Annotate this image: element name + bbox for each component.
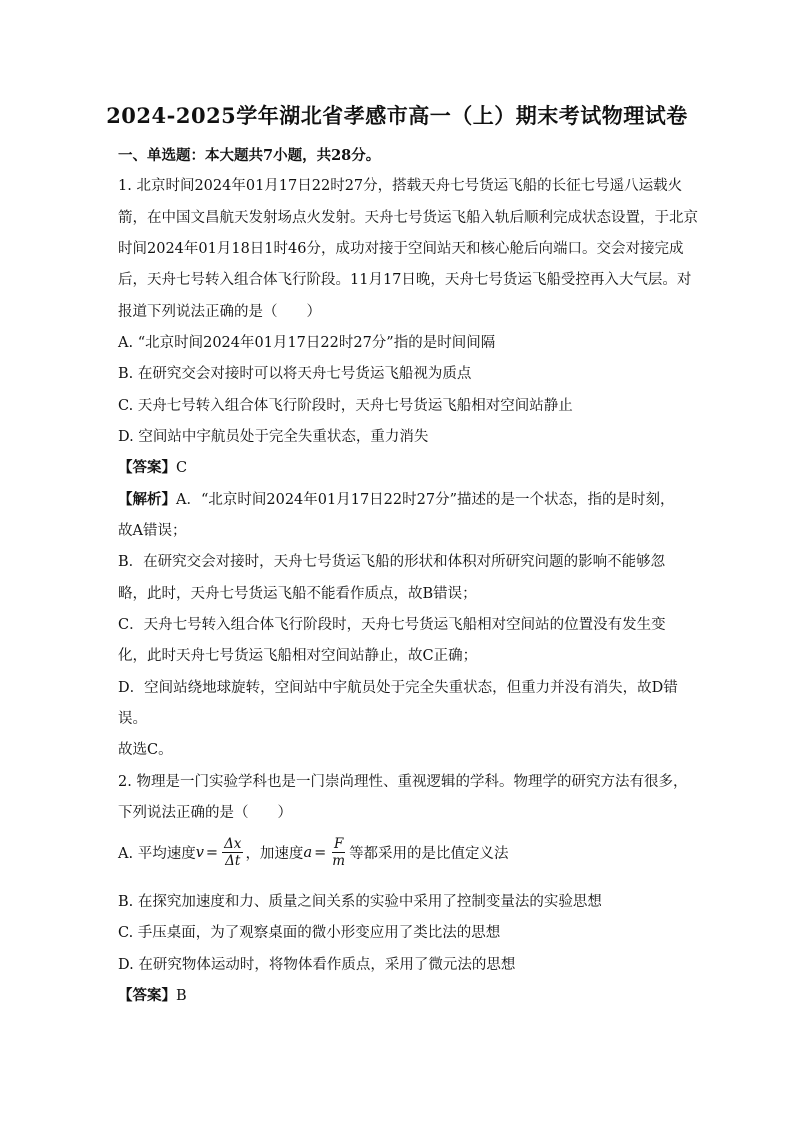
q1-analysis-line: 略，此时，天舟七号货运飞船不能看作质点，故B错误；: [118, 586, 477, 602]
answer-value: B: [176, 988, 187, 1004]
q1-option-c: C. 天舟七号转入组合体飞行阶段时，天舟七号货运飞船相对空间站静止: [118, 398, 573, 414]
answer-value: C: [176, 460, 188, 476]
answer-label: 【答案】: [118, 459, 176, 476]
q2-option-b: B. 在探究加速度和力、质量之间关系的实验中采用了控制变量法的实验思想: [118, 894, 602, 910]
q1-stem-line: 后，天舟七号转入组合体飞行阶段。11月17日晚，天舟七号货运飞船受控再入大气层。对: [118, 272, 692, 288]
q1-conclusion: 故选C。: [118, 742, 173, 758]
q1-stem-line: 1. 北京时间2024年01月17日22时27分，搭载天舟七号货运飞船的长征七号遥八运载火: [118, 178, 683, 194]
page-title: 2024-2025学年湖北省孝感市高一（上）期末考试物理试卷: [106, 103, 688, 128]
q1-analysis-line: D．空间站绕地球旋转，空间站中宇航员处于完全失重状态，但重力并没有消失，故D错: [118, 680, 678, 696]
q2-option-a: [118, 836, 509, 869]
q1-answer: [118, 458, 187, 478]
equals-sign: =: [205, 844, 219, 861]
q1-stem-line: 时间2024年01月18日1时46分，成功对接于空间站天和核心舱后向端口。交会对接完成: [118, 241, 684, 257]
option-a-suffix: 等都采用的是比值定义法: [349, 846, 509, 862]
q1-stem-line: 报道下列说法正确的是（ ）: [118, 304, 321, 320]
analysis-label: 【解析】: [118, 491, 176, 508]
acceleration-fraction: [330, 836, 347, 869]
velocity-symbol: v: [195, 844, 204, 861]
q1-option-a: A. “北京时间2024年01月17日22时27分”指的是时间间隔: [118, 335, 496, 351]
fraction-denominator: Δt: [225, 853, 241, 869]
q2-stem-line: 下列说法正确的是（ ）: [118, 805, 292, 821]
section-heading: 一、单选题：本大题共7小题，共28分。: [118, 147, 381, 164]
analysis-text: A．“北京时间2024年01月17日22时27分”描述的是一个状态，指的是时刻，: [176, 492, 675, 508]
q2-answer: [118, 986, 187, 1006]
q1-analysis-line: 误。: [118, 711, 147, 727]
q2-option-c: C. 手压桌面，为了观察桌面的微小形变应用了类比法的思想: [118, 925, 501, 941]
q1-analysis-line: 故A错误；: [118, 523, 187, 539]
fraction-denominator: m: [332, 853, 346, 869]
q1-analysis-line: [118, 490, 675, 510]
answer-label: 【答案】: [118, 987, 176, 1004]
q1-analysis-line: C．天舟七号转入组合体飞行阶段时，天舟七号货运飞船相对空间站的位置没有发生变: [118, 617, 666, 633]
velocity-fraction: [222, 836, 243, 869]
q1-option-d: D. 空间站中宇航员处于完全失重状态，重力消失: [118, 429, 429, 445]
option-a-mid: ，加速度: [245, 846, 304, 862]
q1-stem-line: 箭，在中国文昌航天发射场点火发射。天舟七号货运飞船入轨后顺利完成状态设置，于北京: [118, 210, 698, 226]
equals-sign: =: [314, 844, 327, 861]
q1-analysis-line: 化，此时天舟七号货运飞船相对空间站静止，故C正确；: [118, 648, 478, 664]
acceleration-symbol: a: [303, 844, 313, 861]
q1-analysis-line: B．在研究交会对接时，天舟七号货运飞船的形状和体积对所研究问题的影响不能够忽: [118, 554, 666, 570]
q1-option-b: B. 在研究交会对接时可以将天舟七号货运飞船视为质点: [118, 366, 472, 382]
option-a-prefix: A. 平均速度: [118, 846, 196, 862]
fraction-numerator: F: [333, 836, 344, 852]
fraction-numerator: Δx: [224, 836, 242, 852]
q2-option-d: D. 在研究物体运动时，将物体看作质点，采用了微元法的思想: [118, 957, 516, 973]
q2-stem-line: 2. 物理是一门实验学科也是一门崇尚理性、重视逻辑的学科。物理学的研究方法有很多，: [118, 774, 688, 790]
